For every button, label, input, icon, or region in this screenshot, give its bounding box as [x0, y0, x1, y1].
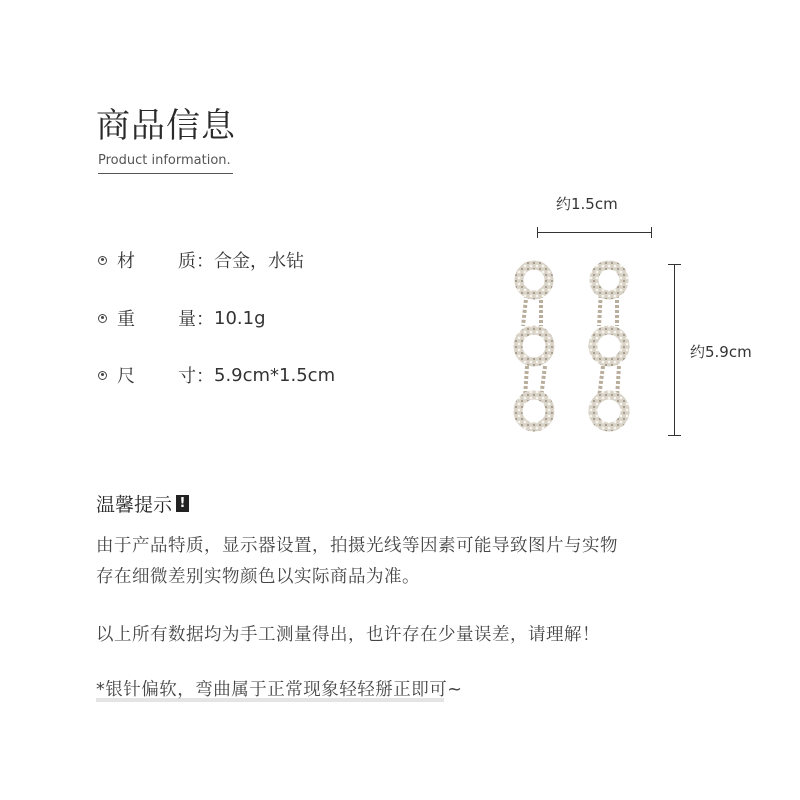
- spec-row-weight: [98, 304, 266, 332]
- spec-value: 合金，水钻: [214, 251, 304, 272]
- tips-line-1: 由于产品特质，显示器设置，拍摄光线等因素可能导致图片与实物: [96, 536, 618, 556]
- page-subtitle: Product information.: [98, 153, 233, 174]
- spec-value: 10.1g: [214, 307, 266, 329]
- tips-line-4: *银针偏软，弯曲属于正常现象轻轻掰正即可~: [96, 680, 463, 700]
- exclamation-icon: !: [176, 495, 189, 512]
- spec-label-char: 尺: [117, 366, 135, 387]
- spec-label-char: 寸：: [178, 366, 214, 387]
- spec-label-char: 质：: [178, 251, 214, 272]
- tips-title: 温馨提示: [96, 494, 173, 516]
- tips-heading: [96, 490, 189, 517]
- spec-value: 5.9cm*1.5cm: [214, 364, 336, 386]
- height-tick-bottom: [668, 435, 681, 436]
- bullet-circle-icon: [98, 256, 107, 265]
- spec-label-char: 量：: [178, 309, 214, 330]
- width-tick-left: [537, 227, 538, 238]
- height-dimension-line: [674, 264, 675, 436]
- spec-label-char: 重: [117, 309, 135, 330]
- bullet-circle-icon: [98, 314, 107, 323]
- spec-label: [117, 247, 214, 273]
- width-label: 约1.5cm: [556, 195, 618, 213]
- spec-label: [117, 362, 214, 388]
- height-label: 约5.9cm: [690, 343, 752, 361]
- bullet-circle-icon: [98, 371, 107, 380]
- page-title: 商品信息: [96, 106, 236, 146]
- earrings-image: [505, 258, 655, 438]
- spec-row-material: [98, 246, 304, 274]
- width-dimension-line: [537, 232, 652, 233]
- spec-label-char: 材: [117, 251, 135, 272]
- earring-right: [593, 265, 625, 427]
- tips-line-2: 存在细微差别实物颜色以实际商品为准。: [96, 567, 420, 587]
- spec-row-size: [98, 361, 335, 389]
- tips-line-3: 以上所有数据均为手工测量得出，也许存在少量误差，请理解！: [96, 625, 600, 645]
- spec-label: [117, 305, 214, 331]
- width-tick-right: [651, 227, 652, 238]
- earring-left: [518, 265, 550, 427]
- height-tick-top: [668, 264, 681, 265]
